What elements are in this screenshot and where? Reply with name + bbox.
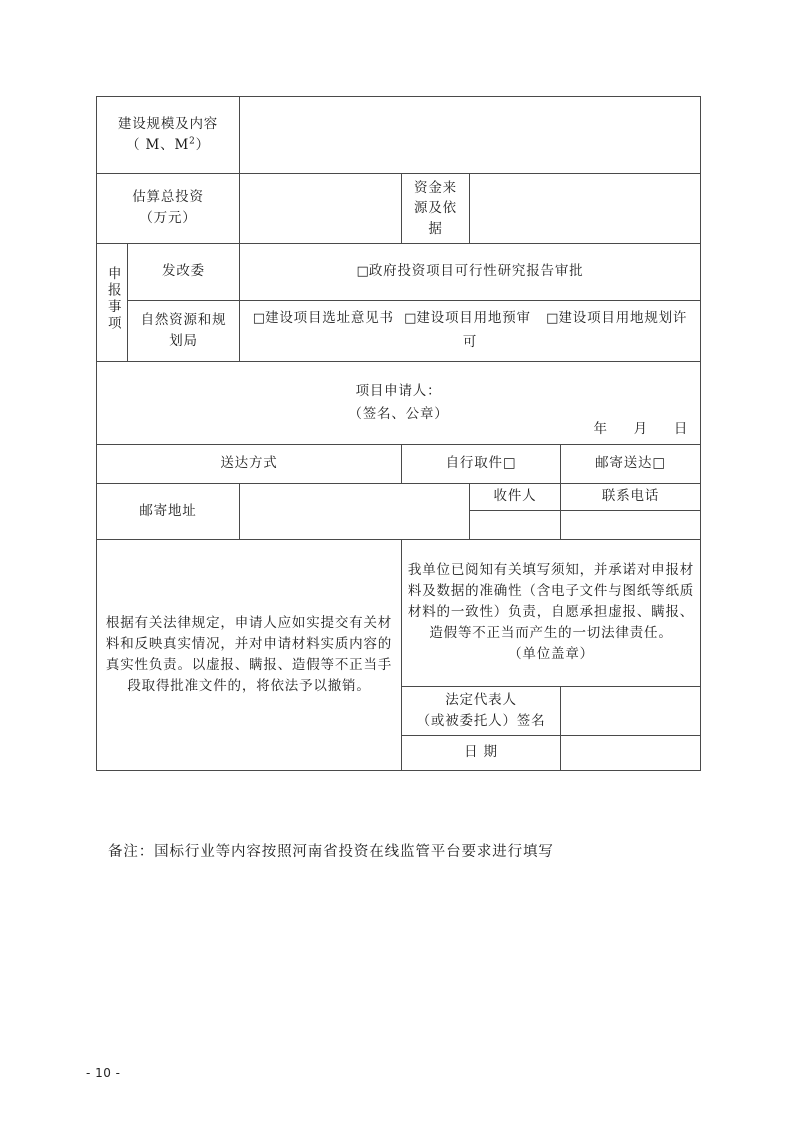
declaration-date-field[interactable]: [561, 735, 701, 770]
table-row-mailing-header: [97, 483, 701, 510]
delivery-option-self-pickup[interactable]: 自行取件□: [402, 444, 561, 483]
commitment-paragraph: 我单位已阅知有关填写须知，并承诺对申报材料及数据的准确性（含电子文件与图纸等纸质材料的一致性）负责，自愿承担虚报、瞒报、造假等不正当而产生的一切法律责任。: [407, 562, 695, 642]
table-row-declaration: [97, 539, 701, 686]
construction-scale-value-field[interactable]: [240, 97, 701, 174]
checkbox-site-selection-opinion[interactable]: □: [252, 311, 266, 327]
total-investment-label-line1: 估算总投资: [132, 189, 204, 206]
table-row-delivery-method: [97, 444, 701, 483]
checkbox-ndrc-feasibility-study[interactable]: □: [356, 264, 369, 280]
legal-representative-signature-field[interactable]: [561, 686, 701, 735]
declaration-date-label: 日 期: [402, 735, 561, 770]
footer-note: 备注：国标行业等内容按照河南省投资在线监管平台要求进行填写: [108, 844, 554, 860]
legal-representative-label-line1: 法定代表人: [445, 691, 517, 708]
resources-option-1-text: 建设项目选址意见书: [265, 310, 394, 327]
construction-scale-label: [97, 97, 240, 174]
mailing-address-value-field[interactable]: [240, 483, 470, 539]
date-year-label: 年: [593, 420, 608, 437]
applicant-seal-hint: （签名、公章）: [348, 405, 449, 422]
mailing-address-label: 邮寄地址: [97, 483, 240, 539]
table-row-construction-scale: [97, 97, 701, 174]
checkbox-land-preliminary-review[interactable]: □: [404, 311, 417, 327]
delivery-option-mail[interactable]: 邮寄送达□: [561, 444, 701, 483]
table-row-ndrc-item: [97, 243, 701, 300]
resources-bureau-label: [128, 300, 240, 361]
project-application-form-table: [96, 96, 701, 771]
application-items-vertical-label: 申报事项: [104, 265, 121, 332]
application-items-vertical-header: [97, 243, 128, 361]
commitment-statement-cell: [402, 539, 701, 686]
legal-notice-paragraph: 根据有关法律规定，申请人应如实提交有关材料和反映真实情况，并对申请材料实质内容的真实性负责。以虚报、瞒报、造假等不正当手段取得批准文件的，将依法予以撤销。: [105, 614, 393, 694]
resources-option-2-text: 建设项目用地预审: [416, 310, 531, 327]
resources-bureau-label-line2: 划局: [169, 332, 198, 349]
resources-option-3-text: 建设项目用地规划许可: [462, 310, 688, 350]
date-day-label: 日: [673, 420, 689, 437]
recipient-value-field[interactable]: [470, 510, 561, 539]
delivery-method-label: 送达方式: [97, 444, 402, 483]
legal-representative-label: [402, 686, 561, 735]
construction-scale-label-line1: 建设规模及内容: [117, 116, 219, 133]
recipient-label: 收件人: [470, 483, 561, 510]
applicant-date-line: [593, 419, 688, 440]
square-meter-superscript: 2: [189, 136, 196, 147]
legal-representative-label-line2: （或被委托人）签名: [416, 712, 546, 729]
page-number: - 10 -: [86, 1066, 121, 1080]
ndrc-options: [240, 243, 701, 300]
checkbox-land-planning-permit[interactable]: □: [546, 311, 559, 327]
company-seal-hint: （单位盖章）: [508, 646, 594, 663]
resources-bureau-label-line1: 自然资源和规: [140, 311, 227, 328]
total-investment-label-line2: （万元）: [139, 210, 197, 227]
funding-source-value-field[interactable]: [470, 174, 701, 244]
ndrc-option-1-text: 政府投资项目可行性研究报告审批: [368, 263, 584, 280]
table-row-resources-item: [97, 300, 701, 361]
ndrc-label: 发改委: [128, 243, 240, 300]
date-month-label: 月: [633, 420, 648, 437]
total-investment-value-field[interactable]: [240, 174, 402, 244]
table-row-applicant: [97, 361, 701, 444]
resources-bureau-options: [240, 300, 701, 361]
legal-notice-text: [97, 539, 402, 770]
contact-phone-value-field[interactable]: [561, 510, 701, 539]
table-row-total-investment: [97, 174, 701, 244]
applicant-signature-cell[interactable]: [97, 361, 701, 444]
total-investment-label: [97, 174, 240, 244]
contact-phone-label: 联系电话: [561, 483, 701, 510]
funding-source-label: 资金来源及依据: [402, 174, 470, 244]
construction-scale-label-line2: （ M、$M^2$）: [126, 136, 210, 153]
applicant-label: 项目申请人：: [355, 382, 442, 399]
